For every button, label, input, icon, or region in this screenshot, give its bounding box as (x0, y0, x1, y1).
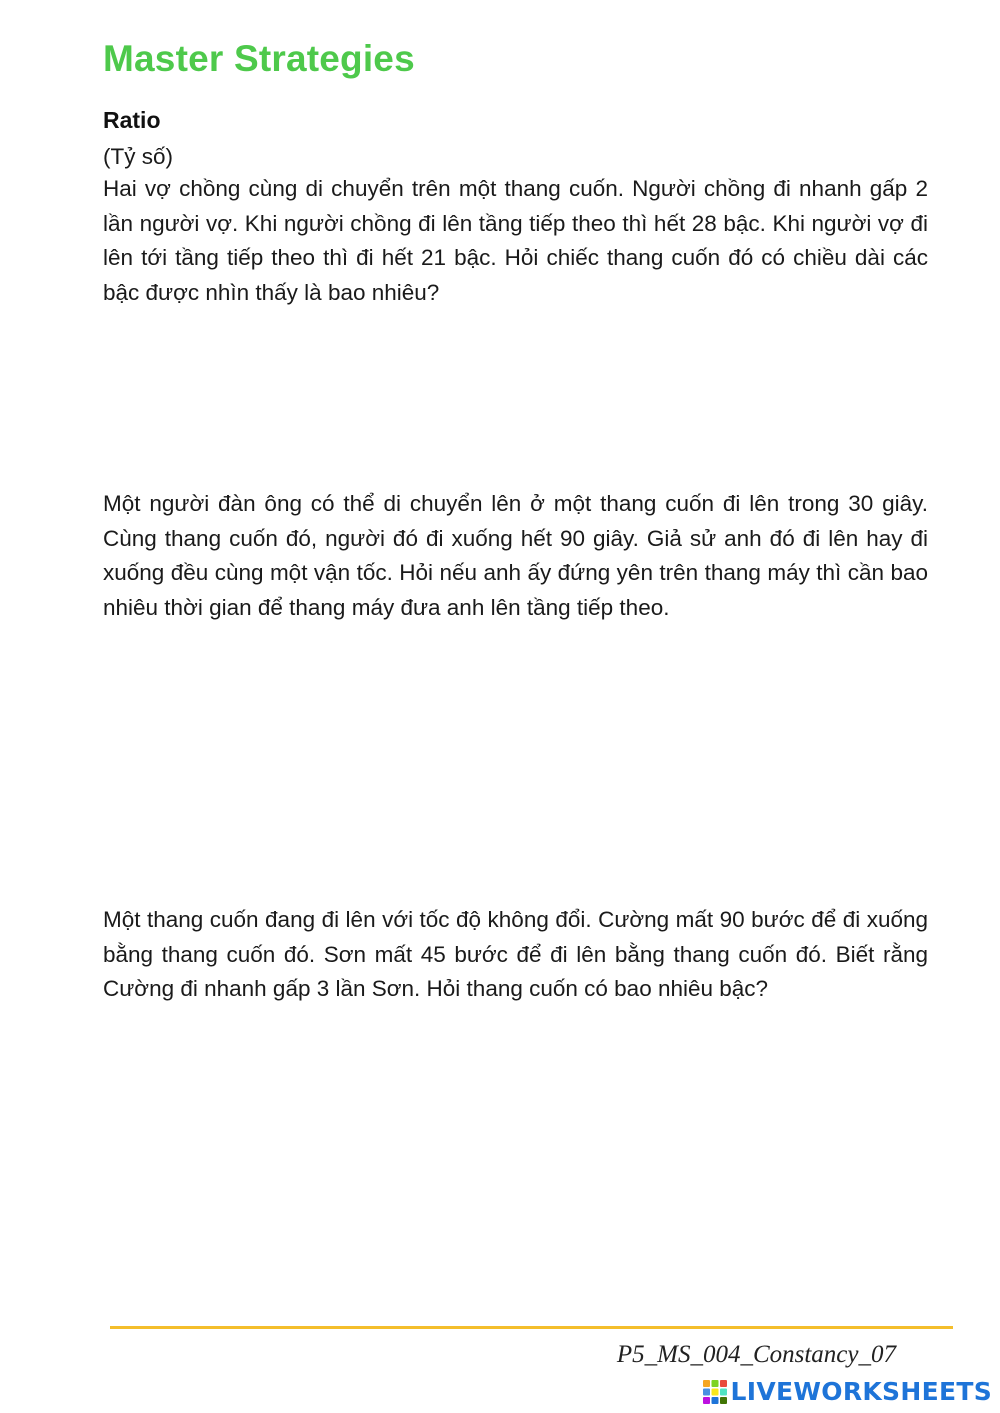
problem-1-text: Hai vợ chồng cùng di chuyển trên một thang cuốn. Người chồng đi nhanh gấp 2 lần người vợ. Khi người chồng đi lên tầng tiếp theo thì hết 28 bậc. Khi người vợ đi lên tới tầng tiếp theo thì đi hết 21 bậc. Hỏi chiếc thang cuốn đó có chiều dài các bậc được nhìn thấy là bao nhiêu? (103, 176, 928, 305)
watermark-text: LIVEWORKSHEETS (730, 1377, 992, 1406)
section-subheading: (Tỷ số) (103, 144, 173, 169)
problem-2-text: Một người đàn ông có thể di chuyển lên ở một thang cuốn đi lên trong 30 giây. Cùng thang cuốn đó, người đó đi xuống hết 90 giây. Giả sử anh đó đi lên hay đi xuống đều cùng một vận tốc. Hỏi nếu anh ấy đứng yên trên thang máy thì cần bao nhiêu thời gian để thang máy đưa anh lên tầng tiếp theo. (103, 491, 928, 620)
liveworksheets-watermark (703, 1378, 992, 1406)
page-title: Master Strategies (103, 38, 415, 79)
footer-divider (110, 1326, 953, 1329)
footer-document-code: P5_MS_004_Constancy_07 (616, 1341, 896, 1368)
section-heading: Ratio (103, 107, 161, 133)
liveworksheets-logo-icon (703, 1380, 727, 1404)
problem-3-text: Một thang cuốn đang đi lên với tốc độ không đổi. Cường mất 90 bước để đi xuống bằng thang cuốn đó. Sơn mất 45 bước để đi lên bằng thang cuốn đó. Biết rằng Cường đi nhanh gấp 3 lần Sơn. Hỏi thang cuốn có bao nhiêu bậc? (103, 907, 928, 1002)
